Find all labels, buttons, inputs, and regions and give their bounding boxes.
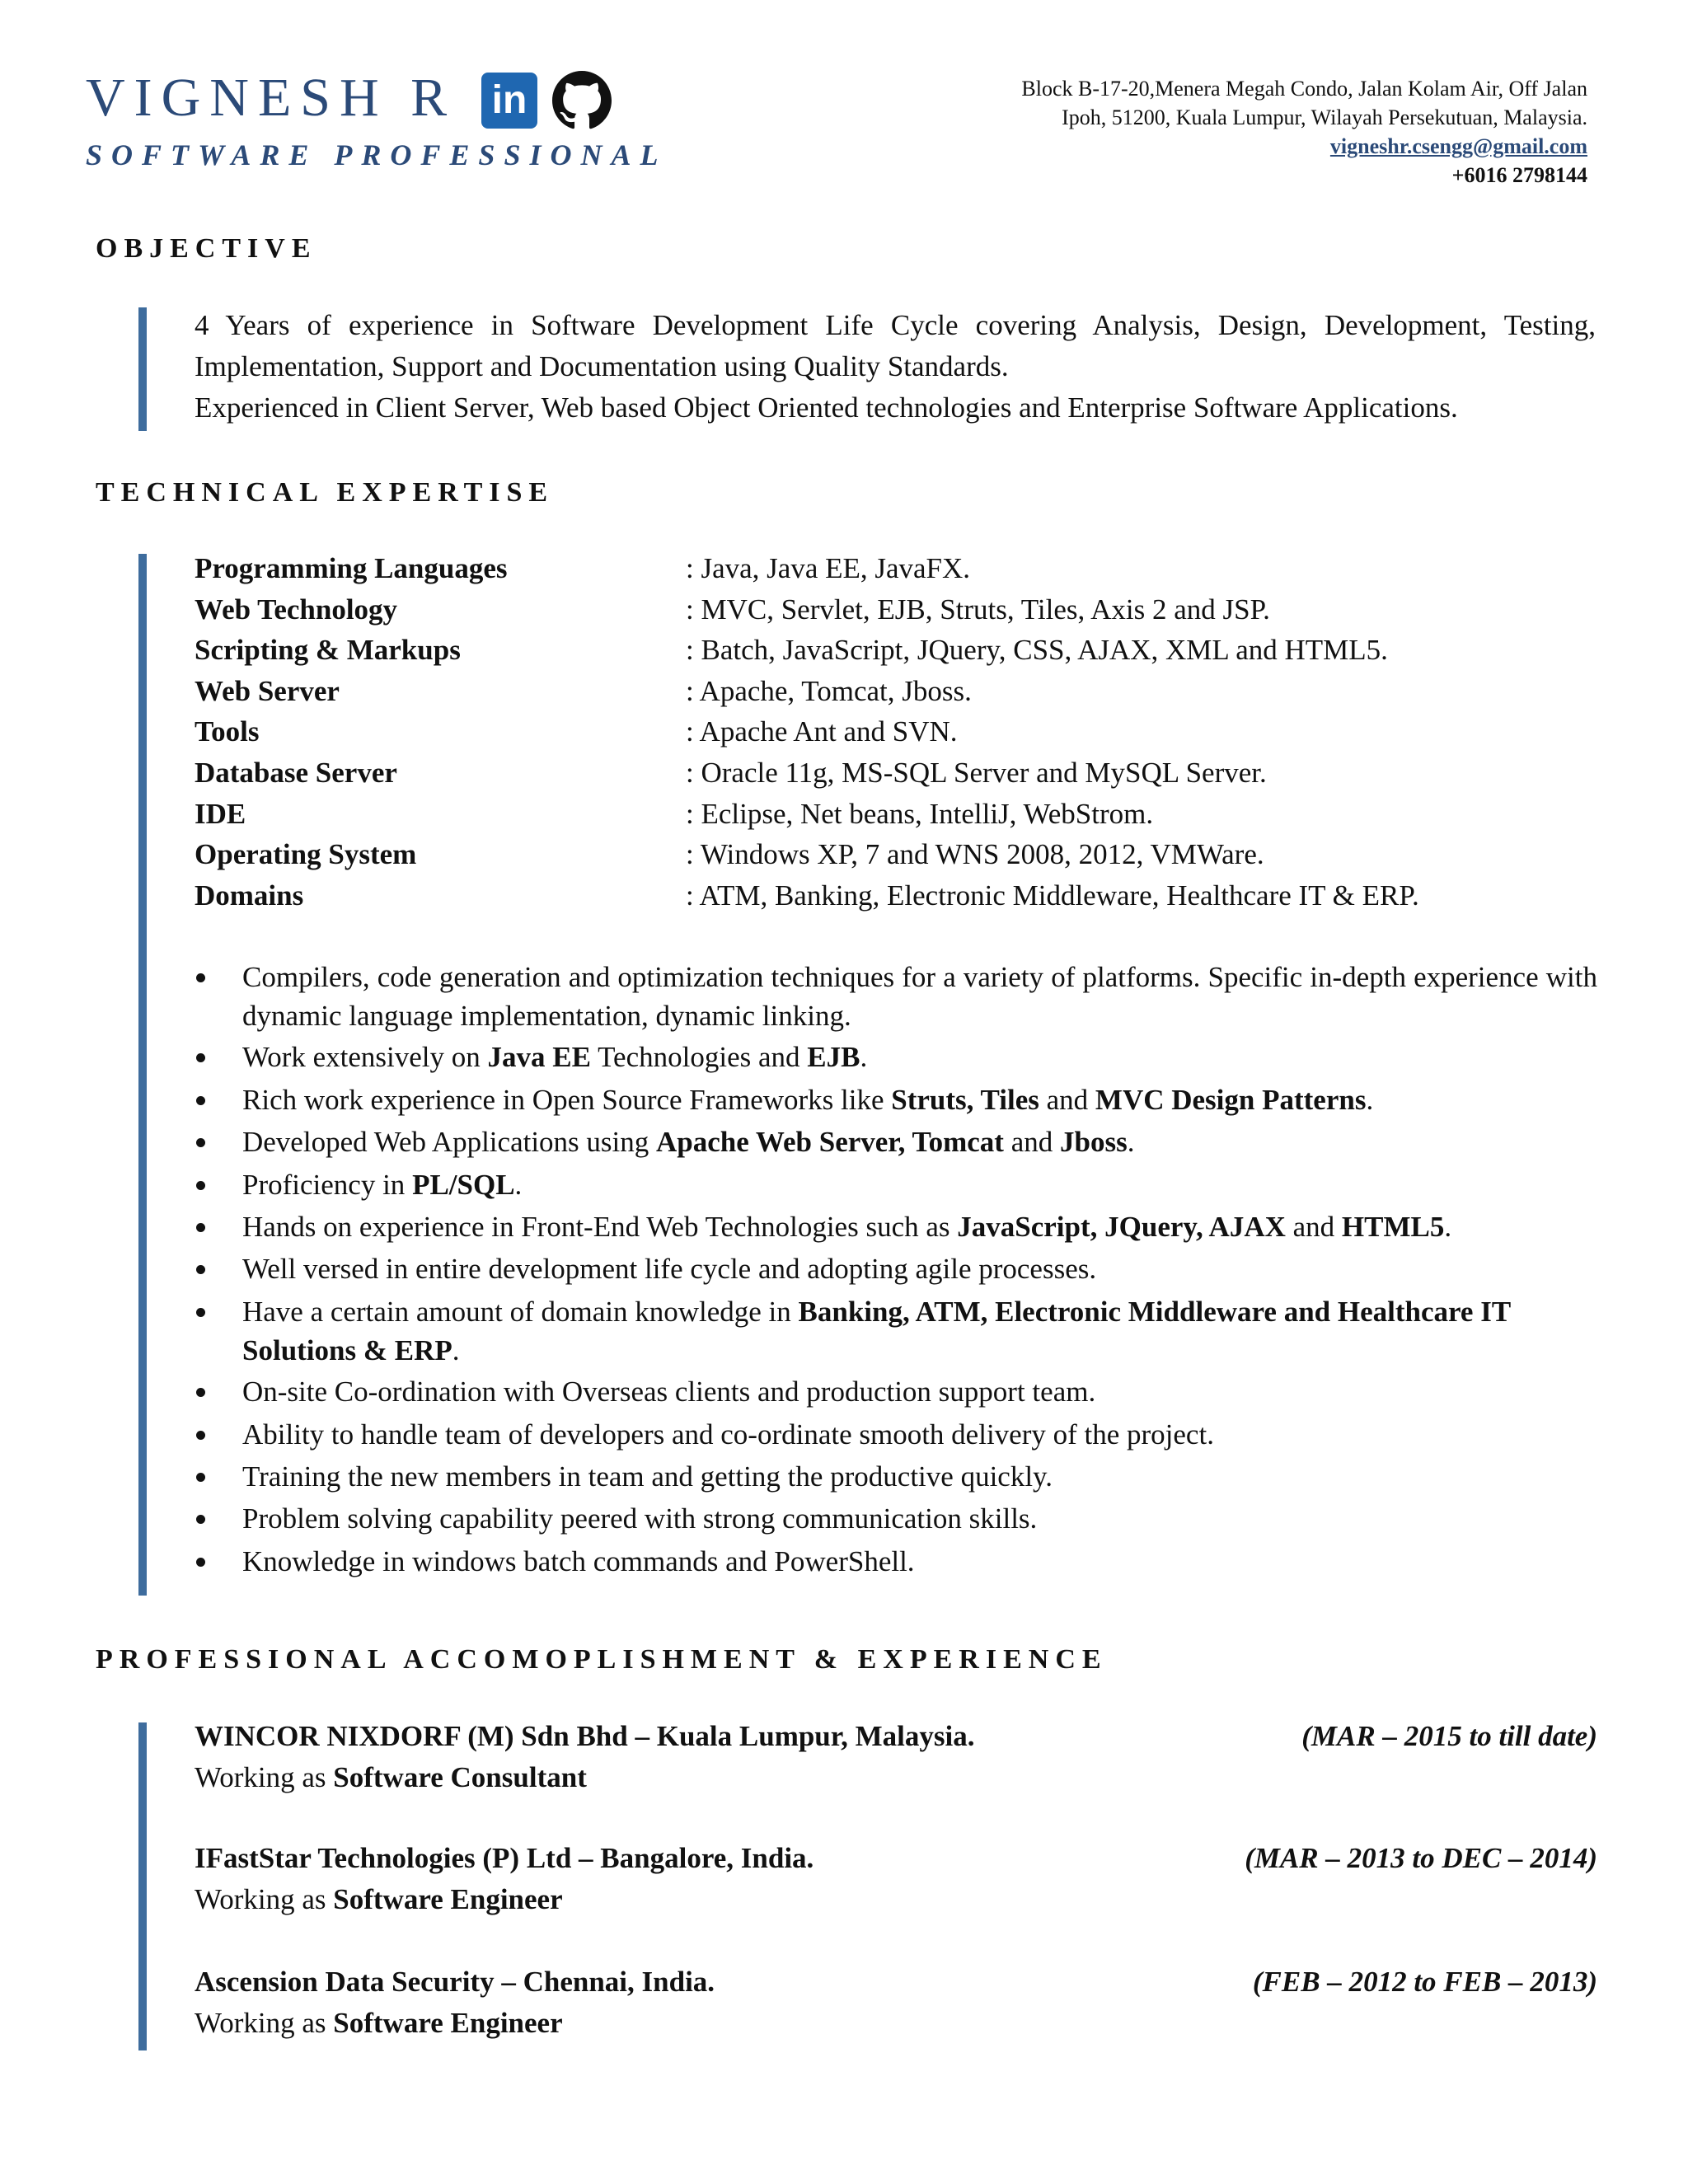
bullet-text: . (860, 1041, 868, 1074)
bullet-emphasis: Banking, ATM, Electronic Middleware and Healthcare IT Solutions & ERP (242, 1295, 1511, 1366)
bullet-emphasis: Apache Web Server, Tomcat (656, 1126, 1004, 1159)
bullet-text: . (1444, 1210, 1452, 1243)
candidate-name: VIGNESH R (86, 68, 457, 128)
objective-heading: OBJECTIVE (96, 233, 317, 264)
bullet-text: Rich work experience in Open Source Frameworks like (242, 1083, 892, 1116)
working-as-text: Working as (195, 1761, 334, 1793)
list-item (195, 1122, 1597, 1162)
bullet-text: On-site Co-ordination with Overseas clients and production support team. (242, 1376, 1096, 1408)
objective-line-2: Experienced in Client Server, Web based Object Oriented technologies and Enterprise Software Applications. (195, 391, 1458, 424)
bullet-text: Problem solving capability peered with strong communication skills. (242, 1502, 1038, 1535)
bullet-text: Training the new members in team and getting the productive quickly. (242, 1460, 1053, 1493)
role-title: Software Engineer (333, 1883, 563, 1915)
company-name: IFastStar Technologies (P) Ltd – Bangalore, India. (195, 1842, 814, 1874)
objective-text (195, 305, 1596, 429)
working-as-text: Working as (195, 1883, 334, 1915)
employment-dates: (MAR – 2015 to till date) (1301, 1720, 1597, 1752)
skill-value: : Apache Ant and SVN. (686, 715, 958, 748)
bullet-text: and (1003, 1126, 1061, 1159)
role-line (195, 2003, 1597, 2044)
bullet-text: . (514, 1168, 523, 1201)
bullet-emphasis: Java EE (487, 1041, 591, 1074)
skill-value: : Windows XP, 7 and WNS 2008, 2012, VMWare. (686, 838, 1264, 871)
technical-expertise-heading: TECHNICAL EXPERTISE (96, 477, 555, 508)
employment-dates: (FEB – 2012 to FEB – 2013) (1252, 1966, 1597, 1998)
bullet-text: and (1039, 1083, 1095, 1116)
email-link[interactable]: vigneshr.csengg@gmail.com (1329, 134, 1587, 158)
bullet-text: Work extensively on (242, 1041, 488, 1074)
experience-header-row (195, 1838, 1597, 1879)
list-item (195, 1372, 1597, 1412)
experience-entry (195, 1838, 1597, 1920)
bullet-text: Proficiency in (242, 1168, 413, 1201)
bullet-emphasis: JavaScript, JQuery, AJAX (957, 1210, 1286, 1243)
skill-label: Database Server (195, 756, 397, 789)
bullet-text: Have a certain amount of domain knowledge in (242, 1295, 799, 1328)
skill-value: : Eclipse, Net beans, IntelliJ, WebStrom. (686, 797, 1154, 830)
skill-row (195, 630, 1596, 671)
list-item (195, 1457, 1597, 1497)
bullet-text: . (1127, 1126, 1135, 1159)
skill-value: : MVC, Servlet, EJB, Struts, Tiles, Axis 2 and JSP. (686, 593, 1270, 626)
skill-value: : Oracle 11g, MS-SQL Server and MySQL Server. (686, 756, 1267, 789)
employment-dates: (MAR – 2013 to DEC – 2014) (1245, 1842, 1597, 1874)
list-item (195, 1080, 1597, 1120)
bullet-text: and (1285, 1210, 1342, 1243)
bullet-emphasis: Jboss (1060, 1126, 1128, 1159)
bullet-emphasis: MVC Design Patterns (1095, 1083, 1367, 1116)
skill-row (195, 794, 1596, 835)
skill-label: Scripting & Markups (195, 634, 461, 667)
skill-label: Programming Languages (195, 552, 508, 584)
company-name: Ascension Data Security – Chennai, India. (195, 1966, 715, 1998)
linkedin-icon[interactable] (481, 73, 537, 129)
bullet-text: Hands on experience in Front-End Web Technologies such as (242, 1210, 958, 1243)
skill-label: Web Server (195, 674, 340, 707)
linkedin-icon-text: in (491, 78, 528, 122)
list-item (195, 1415, 1597, 1455)
list-item (195, 1207, 1597, 1247)
experience-header-row (195, 1716, 1597, 1757)
address-line-1: Block B-17-20,Menera Megah Condo, Jalan Kolam Air, Off Jalan (1021, 77, 1587, 101)
skill-label: IDE (195, 797, 246, 830)
address-line-2: Ipoh, 51200, Kuala Lumpur, Wilayah Persekutuan, Malaysia. (1062, 105, 1587, 129)
role-line (195, 1757, 1597, 1798)
skill-value: : Apache, Tomcat, Jboss. (686, 674, 972, 707)
list-item (195, 1542, 1597, 1582)
bullet-text: Ability to handle team of developers and co-ordinate smooth delivery of the project. (242, 1418, 1214, 1451)
bullet-text: Compilers, code generation and optimization techniques for a variety of platforms. Specific in-depth experience with dynamic language implementation, dynamic linking. (242, 961, 1597, 1032)
bullet-emphasis: Struts, Tiles (891, 1083, 1039, 1116)
skill-label: Tools (195, 715, 260, 748)
skill-label: Domains (195, 879, 304, 912)
role-title: Software Consultant (333, 1761, 587, 1793)
bullet-emphasis: HTML5 (1341, 1210, 1445, 1243)
bullet-emphasis: EJB (807, 1041, 860, 1074)
skill-row (195, 711, 1596, 752)
role-line (195, 1879, 1597, 1920)
skill-row (195, 671, 1596, 712)
skill-value: : ATM, Banking, Electronic Middleware, Healthcare IT & ERP. (686, 879, 1419, 912)
skill-value: : Batch, JavaScript, JQuery, CSS, AJAX, XML and HTML5. (686, 634, 1388, 667)
list-item (195, 1499, 1597, 1539)
bullet-text: Knowledge in windows batch commands and PowerShell. (242, 1544, 915, 1577)
experience-heading: PROFESSIONAL ACCOMOPLISHMENT & EXPERIENCE (96, 1644, 1108, 1675)
bullet-text: Well versed in entire development life cycle and adopting agile processes. (242, 1253, 1097, 1286)
objective-bar (138, 307, 147, 431)
working-as-text: Working as (195, 2007, 334, 2039)
expertise-bullet-list (195, 958, 1597, 1584)
skill-row (195, 589, 1596, 630)
candidate-title: SOFTWARE PROFESSIONAL (86, 138, 668, 171)
list-item (195, 1249, 1597, 1289)
skills-table (195, 548, 1596, 916)
experience-bar (138, 1722, 147, 2050)
bullet-text: Technologies and (591, 1041, 808, 1074)
bullet-text: . (1366, 1083, 1374, 1116)
skill-label: Operating System (195, 838, 417, 871)
list-item (195, 1292, 1597, 1370)
role-title: Software Engineer (333, 2007, 563, 2039)
skill-row (195, 875, 1596, 916)
company-name: WINCOR NIXDORF (M) Sdn Bhd – Kuala Lumpur, Malaysia. (195, 1720, 975, 1752)
experience-header-row (195, 1961, 1597, 2003)
list-item (195, 1165, 1597, 1205)
experience-entry (195, 1961, 1597, 2044)
experience-entry (195, 1716, 1597, 1798)
skill-row (195, 548, 1596, 589)
skill-label: Web Technology (195, 593, 398, 626)
bullet-emphasis: PL/SQL (412, 1168, 515, 1201)
bullet-text: . (452, 1333, 460, 1366)
list-item (195, 1038, 1597, 1077)
skill-row (195, 834, 1596, 875)
skill-value: : Java, Java EE, JavaFX. (686, 552, 971, 584)
list-item (195, 958, 1597, 1035)
bullet-text: Developed Web Applications using (242, 1126, 657, 1159)
objective-line-1: 4 Years of experience in Software Development Life Cycle covering Analysis, Design, Development, Testing, Implementation, Support and Documentation using Quality Standards. (195, 309, 1596, 382)
github-icon[interactable] (552, 71, 612, 130)
skill-row (195, 752, 1596, 794)
phone-number: +6016 2798144 (1451, 163, 1587, 187)
technical-bar (138, 554, 147, 1596)
